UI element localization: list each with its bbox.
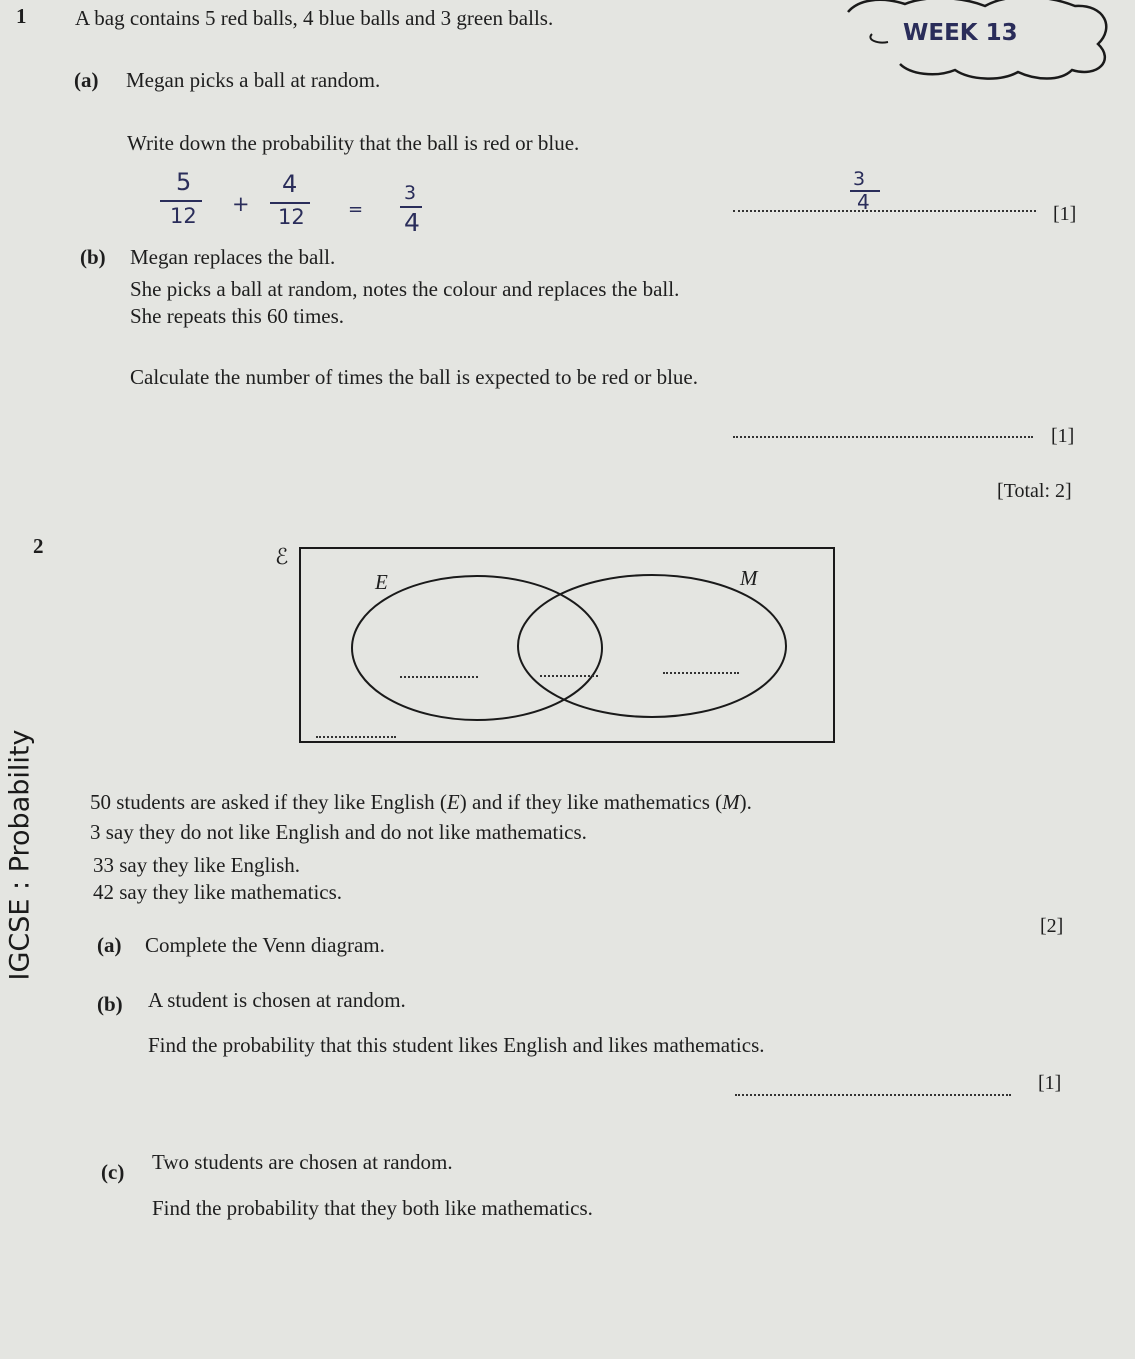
answer-den: 4 [857,190,870,214]
work-bar2 [270,202,310,204]
q1-number: 1 [16,4,27,28]
q2-stem-line1-post: ). [739,790,752,814]
work-num2: 4 [282,170,298,198]
q1b-marks: [1] [1051,425,1075,447]
work-equals: = [348,199,364,220]
q2-stem-line1-e: E [446,790,460,814]
q1b-line3: She repeats this 60 times. [130,304,345,328]
set-e-ellipse [352,576,602,720]
q2-stem-line1 [90,790,752,815]
q2-stem-line1-mid: ) and if they like mathematics ( [459,790,723,814]
side-topic-text: IGCSE : Probability [4,729,36,981]
work-result-num: 3 [404,182,417,204]
q1a-answer-line[interactable] [733,210,1036,212]
q1a-text: Megan picks a ball at random. [126,68,381,92]
venn-label-m: M [740,566,758,590]
q1b-line1: Megan replaces the ball. [130,245,336,269]
side-topic-label [5,720,35,990]
q1b-line2: She picks a ball at random, notes the colour and replaces the ball. [130,277,680,301]
q2-stem-line4: 42 say they like mathematics. [93,880,343,904]
venn-region-outside[interactable] [316,736,396,738]
work-den2: 12 [278,205,305,229]
q1b-answer-line[interactable] [733,436,1033,438]
venn-label-e: E [375,570,388,594]
q1b-label: (b) [80,245,106,269]
q2c-label: (c) [101,1160,125,1184]
q2b-marks: [1] [1038,1072,1062,1094]
q2c-text: Two students are chosen at random. [152,1150,453,1174]
venn-region-intersection[interactable] [540,675,598,677]
q2b-answer-line[interactable] [735,1094,1011,1096]
q2-stem-line1-pre: 50 students are asked if they like English ( [90,790,447,814]
q1b-instruction: Calculate the number of times the ball is expected to be red or blue. [130,365,698,389]
q2b-text: A student is chosen at random. [148,988,406,1012]
work-plus: + [232,192,250,216]
set-m-ellipse [518,575,786,717]
q2-stem-line2: 3 say they do not like English and do not like mathematics. [90,820,587,844]
work-den1: 12 [170,204,197,228]
q2-number: 2 [33,534,44,558]
q1a-label: (a) [74,68,99,92]
venn-region-e-only[interactable] [400,676,478,678]
q1a-marks: [1] [1053,203,1077,225]
week-label: WEEK 13 [903,20,1018,46]
q2b-label: (b) [97,992,123,1016]
q1a-instruction: Write down the probability that the ball is red or blue. [127,131,580,155]
q2c-instruction: Find the probability that they both like mathematics. [152,1196,593,1220]
work-result-den: 4 [404,208,420,237]
q1-total: [Total: 2] [997,480,1072,502]
q2-stem-line3: 33 say they like English. [93,853,301,877]
q2a-label: (a) [97,933,122,957]
venn-region-m-only[interactable] [663,672,739,674]
work-bar1 [160,200,202,202]
q2a-marks: [2] [1040,915,1064,937]
q2a-text: Complete the Venn diagram. [145,933,385,957]
q1-intro: A bag contains 5 red balls, 4 blue balls and 3 green balls. [75,6,554,30]
venn-universal-label: ℰ [275,544,289,569]
answer-num: 3 [853,168,866,190]
q2-stem-line1-m: M [722,790,740,814]
work-num1: 5 [176,168,192,196]
q2b-instruction: Find the probability that this student likes English and likes mathematics. [148,1033,765,1057]
